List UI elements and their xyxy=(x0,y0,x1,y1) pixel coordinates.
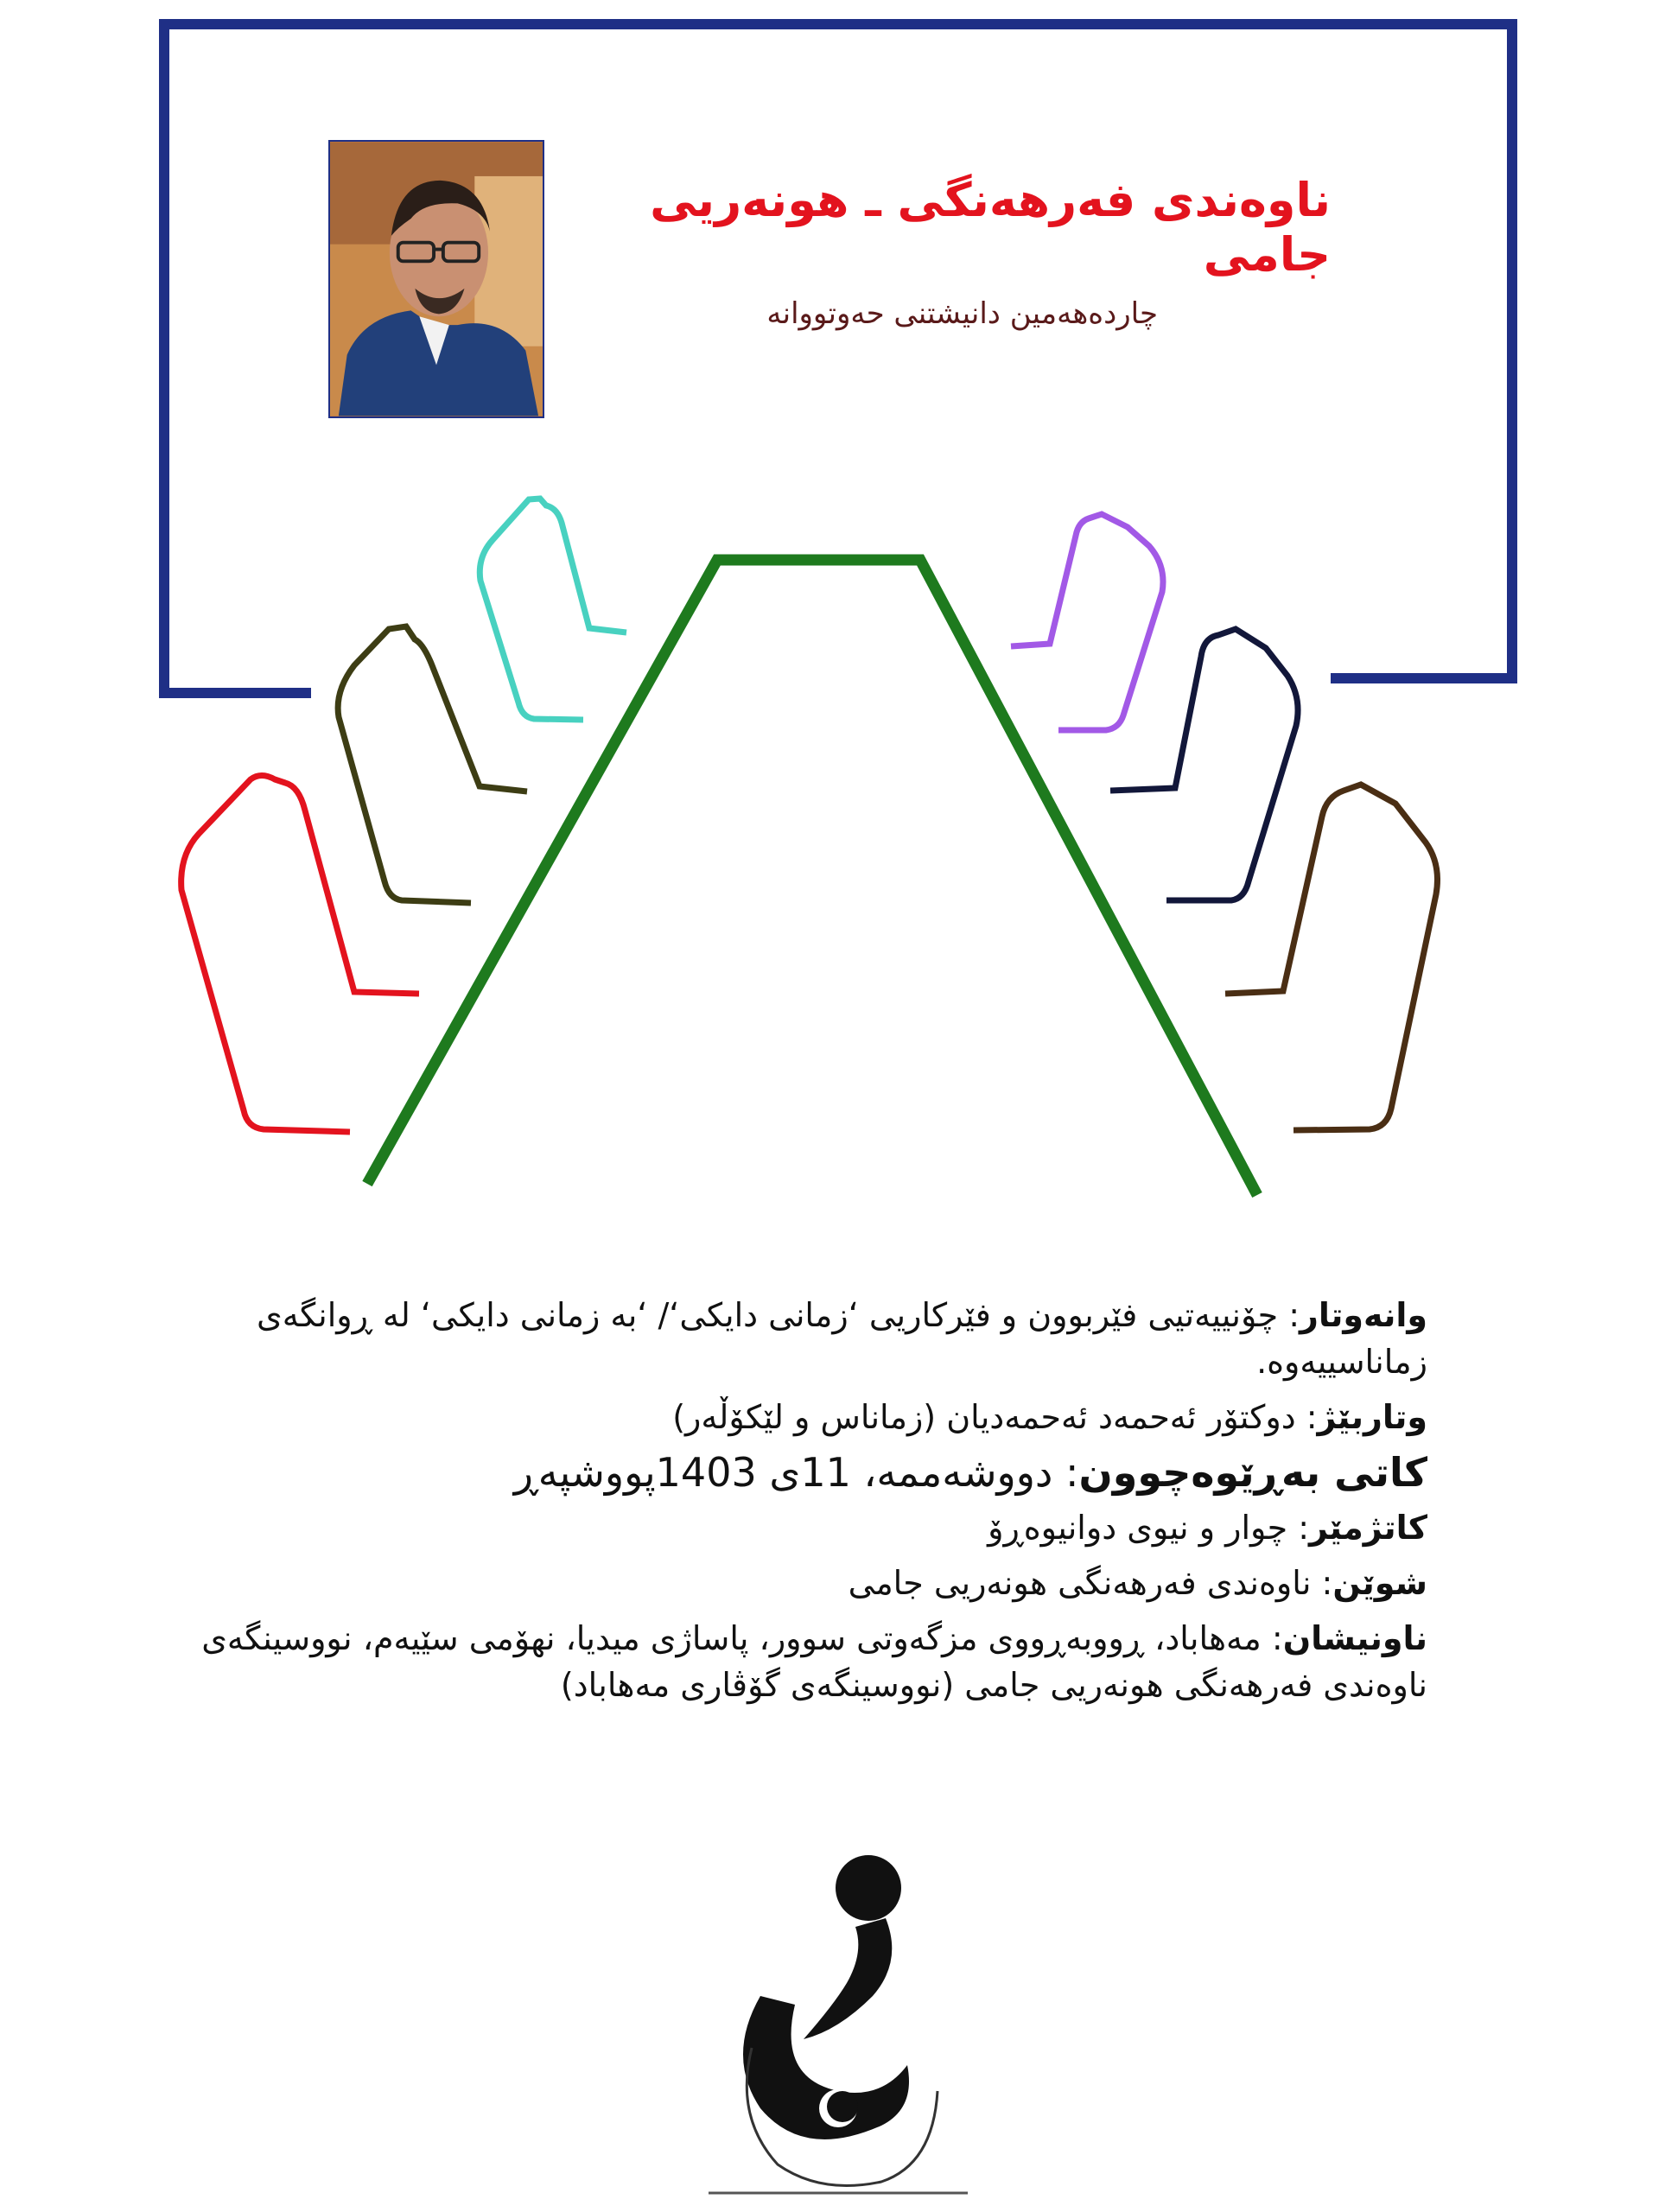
chair-cyan xyxy=(480,499,626,720)
speaker-value: دوکتۆر ئەحمەد ئەحمەدیان (زماناس و لێکۆڵەر) xyxy=(672,1398,1296,1436)
chair-red xyxy=(181,776,419,1133)
chair-purple xyxy=(1011,514,1163,730)
lecture-row: وانەوتار: چۆنییەتیی فێربوون و فێرکاریی ‘زمانی دایکی‘/ ‘بە زمانی دایکی‘ لە ڕوانگەی زماناسییەوە. xyxy=(257,1296,1427,1381)
place-value: ناوەندی فەرهەنگی هونەریی جامی xyxy=(848,1564,1312,1602)
speaker-portrait xyxy=(328,140,544,418)
address-value: مەهاباد، ڕووبەڕووی مزگەوتی سوور، پاساژی میدیا، نهۆمی سێیەم، نووسینگەی ناوەندی فەرهەنگی هونەریی جامی (نووسینگەی گۆڤاری مەهاباد) xyxy=(201,1619,1427,1704)
chair-brown xyxy=(1225,785,1438,1130)
date-value: دووشەممە، 11ی 1403پووشپەڕ xyxy=(513,1449,1053,1496)
time-row: کاتژمێر: چوار و نیوی دوانیوەڕۆ xyxy=(988,1509,1427,1547)
date-label: کاتی بەڕێوەچوون xyxy=(1078,1449,1427,1496)
place-label: شوێن xyxy=(1332,1564,1427,1602)
date-row: کاتی بەڕێوەچوون: دووشەممە، 11ی 1403پووشپەڕ xyxy=(513,1449,1427,1496)
jami-logo-icon xyxy=(709,1832,968,2195)
event-details xyxy=(192,1292,1427,1717)
time-label: کاتژمێر xyxy=(1309,1509,1427,1547)
page-title: ناوەندی فەرهەنگی ـ هونەریی جامی xyxy=(650,173,1331,282)
place-row: شوێن: ناوەندی فەرهەنگی هونەریی جامی xyxy=(848,1564,1427,1602)
lecture-value: چۆنییەتیی فێربوون و فێرکاریی ‘زمانی دایکی‘/ ‘بە زمانی دایکی‘ لە ڕوانگەی زماناسییەوە. xyxy=(257,1296,1427,1381)
chair-olive xyxy=(338,626,527,903)
address-label: ناونیشان xyxy=(1282,1619,1427,1657)
speaker-row: وتاربێژ: دوکتۆر ئەحمەد ئەحمەدیان (زماناس و لێکۆڵەر) xyxy=(672,1398,1427,1436)
address-row: ناونیشان: مەهاباد، ڕووبەڕووی مزگەوتی سوور، پاساژی میدیا، نهۆمی سێیەم، نووسینگەی ناوەندی فەرهەنگی هونەریی جامی (نووسینگەی گۆڤاری مەهاباد) xyxy=(201,1619,1427,1704)
speaker-label: وتاربێژ xyxy=(1317,1398,1427,1436)
page-subtitle: چاردەهەمین دانیشتنی حەوتووانە xyxy=(766,296,1158,331)
portrait-photo-icon xyxy=(330,142,543,416)
time-value: چوار و نیوی دوانیوەڕۆ xyxy=(988,1509,1288,1547)
lecture-label: وانەوتار xyxy=(1300,1296,1427,1334)
